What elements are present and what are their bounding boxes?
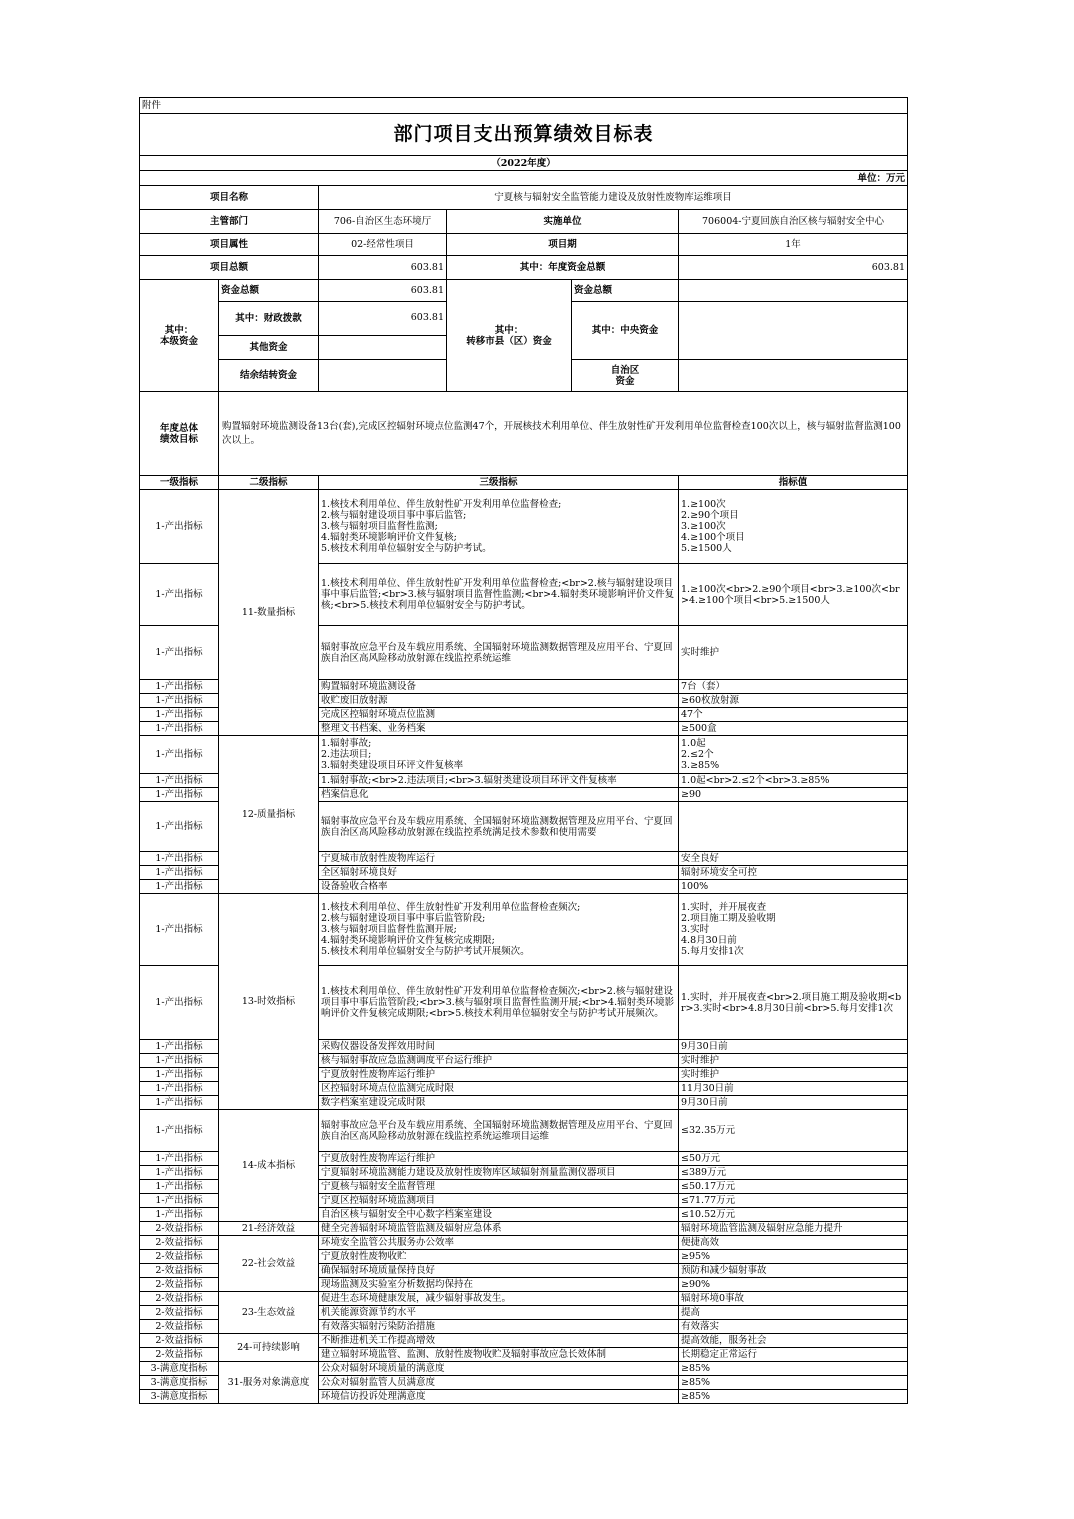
annual-goal-label: 年度总体 绩效目标 <box>140 392 219 476</box>
row-level1: 1-产出指标 <box>140 1166 219 1180</box>
row-level1: 1-产出指标 <box>140 680 219 694</box>
group-satisfaction: 31-服务对象满意度 <box>219 1362 319 1404</box>
row-indicator: 核与辐射事故应急监测调度平台运行维护 <box>319 1054 679 1068</box>
group-sustainable: 24-可持续影响 <box>219 1334 319 1362</box>
row-level1: 1-产出指标 <box>140 894 219 966</box>
row-indicator: 数字档案室建设完成时限 <box>319 1096 679 1110</box>
row-level1: 1-产出指标 <box>140 1082 219 1096</box>
attr-value: 02-经常性项目 <box>319 234 447 256</box>
row-level1: 1-产出指标 <box>140 722 219 736</box>
row-indicator: 购置辐射环境监测设备 <box>319 680 679 694</box>
project-name-label: 项目名称 <box>140 186 319 210</box>
row-indicator: 机关能源资源节约水平 <box>319 1306 679 1320</box>
row-value: 预防和减少辐射事故 <box>679 1264 908 1278</box>
row-level1: 1-产出指标 <box>140 852 219 866</box>
carryover-label: 结余结转资金 <box>219 360 319 392</box>
group-ecological: 23-生态效益 <box>219 1292 319 1334</box>
row-indicator: 公众对辐射环境质量的满意度 <box>319 1362 679 1376</box>
transfer-funds-label: 其中： 转移市县（区）资金 <box>447 280 572 392</box>
other-funds-value <box>319 336 447 360</box>
row-indicator: 宁夏放射性废物库运行维护 <box>319 1152 679 1166</box>
project-name: 宁夏核与辐射安全监管能力建设及放射性废物库运维项目 <box>319 186 908 210</box>
row-value: 47个 <box>679 708 908 722</box>
row-level1: 1-产出指标 <box>140 708 219 722</box>
header-level3: 三级指标 <box>319 476 679 490</box>
row-indicator: 1.辐射事故; 2.违法项目; 3.辐射类建设项目环评文件复核率 <box>319 736 679 774</box>
row-level1: 3-满意度指标 <box>140 1376 219 1390</box>
row-value: ≥90 <box>679 788 908 802</box>
row-indicator: 自治区核与辐射安全中心数字档案室建设 <box>319 1208 679 1222</box>
row-indicator: 宁夏核与辐射安全监督管理 <box>319 1180 679 1194</box>
row-indicator: 宁夏辐射环境监测能力建设及放射性废物库区域辐射剂量监测仪器项目 <box>319 1166 679 1180</box>
row-indicator: 1.核技术利用单位、伴生放射性矿开发利用单位监督检查; 2.核与辐射建设项目事中事后监管; 3.核与辐射项目监督性监测; 4.辐射类环境影响评价文件复核; 5.核技术利用单位辐射安全与防护考试。 <box>319 490 679 564</box>
row-indicator: 促进生态环境健康发展，减少辐射事故发生。 <box>319 1292 679 1306</box>
row-indicator: 宁夏放射性废物库运行维护 <box>319 1068 679 1082</box>
row-level1: 1-产出指标 <box>140 1208 219 1222</box>
row-indicator: 1.核技术利用单位、伴生放射性矿开发利用单位监督检查频次; 2.核与辐射建设项目事中事后监管阶段; 3.核与辐射项目监督性监测开展; 4.辐射类环境影响评价文件复核完成期限; 5.核技术利用单位辐射安全与防护考试开展频次。 <box>319 894 679 966</box>
dept-label: 主管部门 <box>140 210 319 234</box>
row-value: 辐射环境安全可控 <box>679 866 908 880</box>
row-level1: 3-满意度指标 <box>140 1362 219 1376</box>
central-funds-value <box>679 302 908 360</box>
row-value: ≥500盒 <box>679 722 908 736</box>
row-indicator: 辐射事故应急平台及车载应用系统、全国辐射环境监测数据管理及应用平台、宁夏回族自治区高风险移动放射源在线监控系统运维 <box>319 626 679 680</box>
row-level1: 1-产出指标 <box>140 1068 219 1082</box>
annual-value: 603.81 <box>679 256 908 280</box>
row-indicator: 1.核技术利用单位、伴生放射性矿开发利用单位监督检查;<br>2.核与辐射建设项目事中事后监管;<br>3.核与辐射项目监督性监测;<br>4.辐射类环境影响评价文件复核;<br>5.核技术利用单位辐射安全与防护考试。 <box>319 564 679 626</box>
row-value: 100% <box>679 880 908 894</box>
row-value: 有效落实 <box>679 1320 908 1334</box>
performance-target-table <box>139 97 908 1404</box>
row-indicator: 宁夏区控辐射环境监测项目 <box>319 1194 679 1208</box>
row-value: ≤50万元 <box>679 1152 908 1166</box>
header-value: 指标值 <box>679 476 908 490</box>
row-level1: 2-效益指标 <box>140 1264 219 1278</box>
row-indicator: 档案信息化 <box>319 788 679 802</box>
row-level1: 2-效益指标 <box>140 1306 219 1320</box>
row-level1: 1-产出指标 <box>140 1040 219 1054</box>
row-level1: 1-产出指标 <box>140 736 219 774</box>
other-funds-label: 其他资金 <box>219 336 319 360</box>
row-value: 1.0起 2.≤2个 3.≥85% <box>679 736 908 774</box>
row-level1: 2-效益指标 <box>140 1236 219 1250</box>
row-value: 辐射环境0事故 <box>679 1292 908 1306</box>
row-indicator: 确保辐射环境质量保持良好 <box>319 1264 679 1278</box>
row-indicator: 宁夏放射性废物收贮 <box>319 1250 679 1264</box>
transfer-total-value <box>679 280 908 302</box>
row-indicator: 全区辐射环境良好 <box>319 866 679 880</box>
fiscal-label: 其中：财政拨款 <box>219 302 319 336</box>
group-cost: 14-成本指标 <box>219 1110 319 1222</box>
group-social: 22-社会效益 <box>219 1236 319 1292</box>
row-indicator: 辐射事故应急平台及车载应用系统、全国辐射环境监测数据管理及应用平台、宁夏回族自治区高风险移动放射源在线监控系统满足技术参数和使用需要 <box>319 802 679 852</box>
fiscal-value: 603.81 <box>319 302 447 336</box>
row-value: ≤389万元 <box>679 1166 908 1180</box>
row-value: ≥85% <box>679 1390 908 1404</box>
header-level2: 二级指标 <box>219 476 319 490</box>
row-level1: 2-效益指标 <box>140 1320 219 1334</box>
row-value: ≥85% <box>679 1362 908 1376</box>
row-level1: 2-效益指标 <box>140 1292 219 1306</box>
attachment-label: 附件 <box>140 98 908 114</box>
row-value: ≤32.35万元 <box>679 1110 908 1152</box>
attr-label: 项目属性 <box>140 234 319 256</box>
unit-label: 单位：万元 <box>140 171 908 186</box>
row-level1: 1-产出指标 <box>140 564 219 626</box>
page-title: 部门项目支出预算绩效目标表 <box>140 114 908 156</box>
row-indicator: 公众对辐射监管人员满意度 <box>319 1376 679 1390</box>
row-level1: 1-产出指标 <box>140 774 219 788</box>
row-value: 1.0起<br>2.≤2个<br>3.≥85% <box>679 774 908 788</box>
group-timeliness: 13-时效指标 <box>219 894 319 1110</box>
group-quality: 12-质量指标 <box>219 736 319 894</box>
row-level1: 1-产出指标 <box>140 788 219 802</box>
annual-goal-text: 购置辐射环境监测设备13台(套),完成区控辐射环境点位监测47个，开展核技术利用单位、伴生放射性矿开发利用单位监督检查100次以上，核与辐射监督监测100次以上。 <box>219 392 908 476</box>
row-indicator: 环境信访投诉处理满意度 <box>319 1390 679 1404</box>
row-level1: 2-效益指标 <box>140 1334 219 1348</box>
period-label: 项目期 <box>447 234 679 256</box>
row-level1: 1-产出指标 <box>140 880 219 894</box>
group-economic: 21-经济效益 <box>219 1222 319 1236</box>
fund-total-value: 603.81 <box>319 280 447 302</box>
row-value: 9月30日前 <box>679 1040 908 1054</box>
total-value: 603.81 <box>319 256 447 280</box>
row-indicator: 完成区控辐射环境点位监测 <box>319 708 679 722</box>
row-value: 1.≥100次<br>2.≥90个项目<br>3.≥100次<br>4.≥100个项目<br>5.≥1500人 <box>679 564 908 626</box>
row-value: 长期稳定正常运行 <box>679 1348 908 1362</box>
row-level1: 1-产出指标 <box>140 1096 219 1110</box>
transfer-total-label: 资金总额 <box>572 280 679 302</box>
row-level1: 1-产出指标 <box>140 802 219 852</box>
row-value: 实时维护 <box>679 626 908 680</box>
region-funds-label: 自治区 资金 <box>572 360 679 392</box>
fund-total-label: 资金总额 <box>219 280 319 302</box>
carryover-value <box>319 360 447 392</box>
row-indicator: 不断推进机关工作提高增效 <box>319 1334 679 1348</box>
row-level1: 2-效益指标 <box>140 1222 219 1236</box>
row-indicator: 环境安全监管公共服务办公效率 <box>319 1236 679 1250</box>
row-value: 提高效能，服务社会 <box>679 1334 908 1348</box>
row-value: 1.≥100次 2.≥90个项目 3.≥100次 4.≥100个项目 5.≥1500人 <box>679 490 908 564</box>
row-value: ≥85% <box>679 1376 908 1390</box>
row-value: 7台（套） <box>679 680 908 694</box>
header-level1: 一级指标 <box>140 476 219 490</box>
row-value: 11月30日前 <box>679 1082 908 1096</box>
row-indicator: 建立辐射环境监管、监测、放射性废物收贮及辐射事故应急长效体制 <box>319 1348 679 1362</box>
row-level1: 1-产出指标 <box>140 1180 219 1194</box>
region-funds-value <box>679 360 908 392</box>
row-level1: 1-产出指标 <box>140 1054 219 1068</box>
fiscal-year: （2022年度） <box>140 156 908 171</box>
row-level1: 1-产出指标 <box>140 966 219 1040</box>
row-value: 便捷高效 <box>679 1236 908 1250</box>
row-value: 实时维护 <box>679 1054 908 1068</box>
row-value: ≤50.17万元 <box>679 1180 908 1194</box>
row-level1: 3-满意度指标 <box>140 1390 219 1404</box>
row-level1: 2-效益指标 <box>140 1278 219 1292</box>
local-funds-label: 其中： 本级资金 <box>140 280 219 392</box>
row-value: ≥60枚放射源 <box>679 694 908 708</box>
row-level1: 1-产出指标 <box>140 866 219 880</box>
row-value: 实时维护 <box>679 1068 908 1082</box>
row-level1: 1-产出指标 <box>140 1152 219 1166</box>
row-value: ≥95% <box>679 1250 908 1264</box>
row-value: ≤71.77万元 <box>679 1194 908 1208</box>
row-level1: 1-产出指标 <box>140 1194 219 1208</box>
row-indicator: 1.核技术利用单位、伴生放射性矿开发利用单位监督检查频次;<br>2.核与辐射建设项目事中事后监管阶段;<br>3.核与辐射项目监督性监测开展;<br>4.辐射类环境影响评价文件复核完成期限;<br>5.核技术利用单位辐射安全与防护考试开展频次。 <box>319 966 679 1040</box>
row-indicator: 宁夏城市放射性废物库运行 <box>319 852 679 866</box>
row-value: 辐射环境监管监测及辐射应急能力提升 <box>679 1222 908 1236</box>
dept-value: 706-自治区生态环境厅 <box>319 210 447 234</box>
row-indicator: 1.辐射事故;<br>2.违法项目;<br>3.辐射类建设项目环评文件复核率 <box>319 774 679 788</box>
row-indicator: 采购仪器设备发挥效用时间 <box>319 1040 679 1054</box>
row-value <box>679 802 908 852</box>
row-value: 1.实时，并开展夜查 2.项目施工期及验收期 3.实时 4.8月30日前 5.每月安排1次 <box>679 894 908 966</box>
row-indicator: 区控辐射环境点位监测完成时限 <box>319 1082 679 1096</box>
row-level1: 1-产出指标 <box>140 1110 219 1152</box>
impl-label: 实施单位 <box>447 210 679 234</box>
group-quantity: 11-数量指标 <box>219 490 319 736</box>
row-indicator: 整理文书档案、业务档案 <box>319 722 679 736</box>
row-level1: 1-产出指标 <box>140 626 219 680</box>
row-value: 提高 <box>679 1306 908 1320</box>
row-level1: 2-效益指标 <box>140 1250 219 1264</box>
total-label: 项目总额 <box>140 256 319 280</box>
row-level1: 1-产出指标 <box>140 490 219 564</box>
row-indicator: 收贮废旧放射源 <box>319 694 679 708</box>
row-indicator: 健全完善辐射环境监管监测及辐射应急体系 <box>319 1222 679 1236</box>
row-level1: 1-产出指标 <box>140 694 219 708</box>
row-indicator: 辐射事故应急平台及车载应用系统、全国辐射环境监测数据管理及应用平台、宁夏回族自治区高风险移动放射源在线监控系统运维项目运维 <box>319 1110 679 1152</box>
row-indicator: 现场监测及实验室分析数据均保持在 <box>319 1278 679 1292</box>
row-indicator: 有效落实辐射污染防治措施 <box>319 1320 679 1334</box>
period-value: 1年 <box>679 234 908 256</box>
row-value: 1.实时，并开展夜查<br>2.项目施工期及验收期<br>3.实时<br>4.8月30日前<br>5.每月安排1次 <box>679 966 908 1040</box>
impl-value: 706004-宁夏回族自治区核与辐射安全中心 <box>679 210 908 234</box>
annual-label: 其中：年度资金总额 <box>447 256 679 280</box>
row-value: ≥90% <box>679 1278 908 1292</box>
row-value: ≤10.52万元 <box>679 1208 908 1222</box>
row-level1: 2-效益指标 <box>140 1348 219 1362</box>
row-value: 9月30日前 <box>679 1096 908 1110</box>
central-funds-label: 其中：中央资金 <box>572 302 679 360</box>
row-value: 安全良好 <box>679 852 908 866</box>
row-indicator: 设备验收合格率 <box>319 880 679 894</box>
